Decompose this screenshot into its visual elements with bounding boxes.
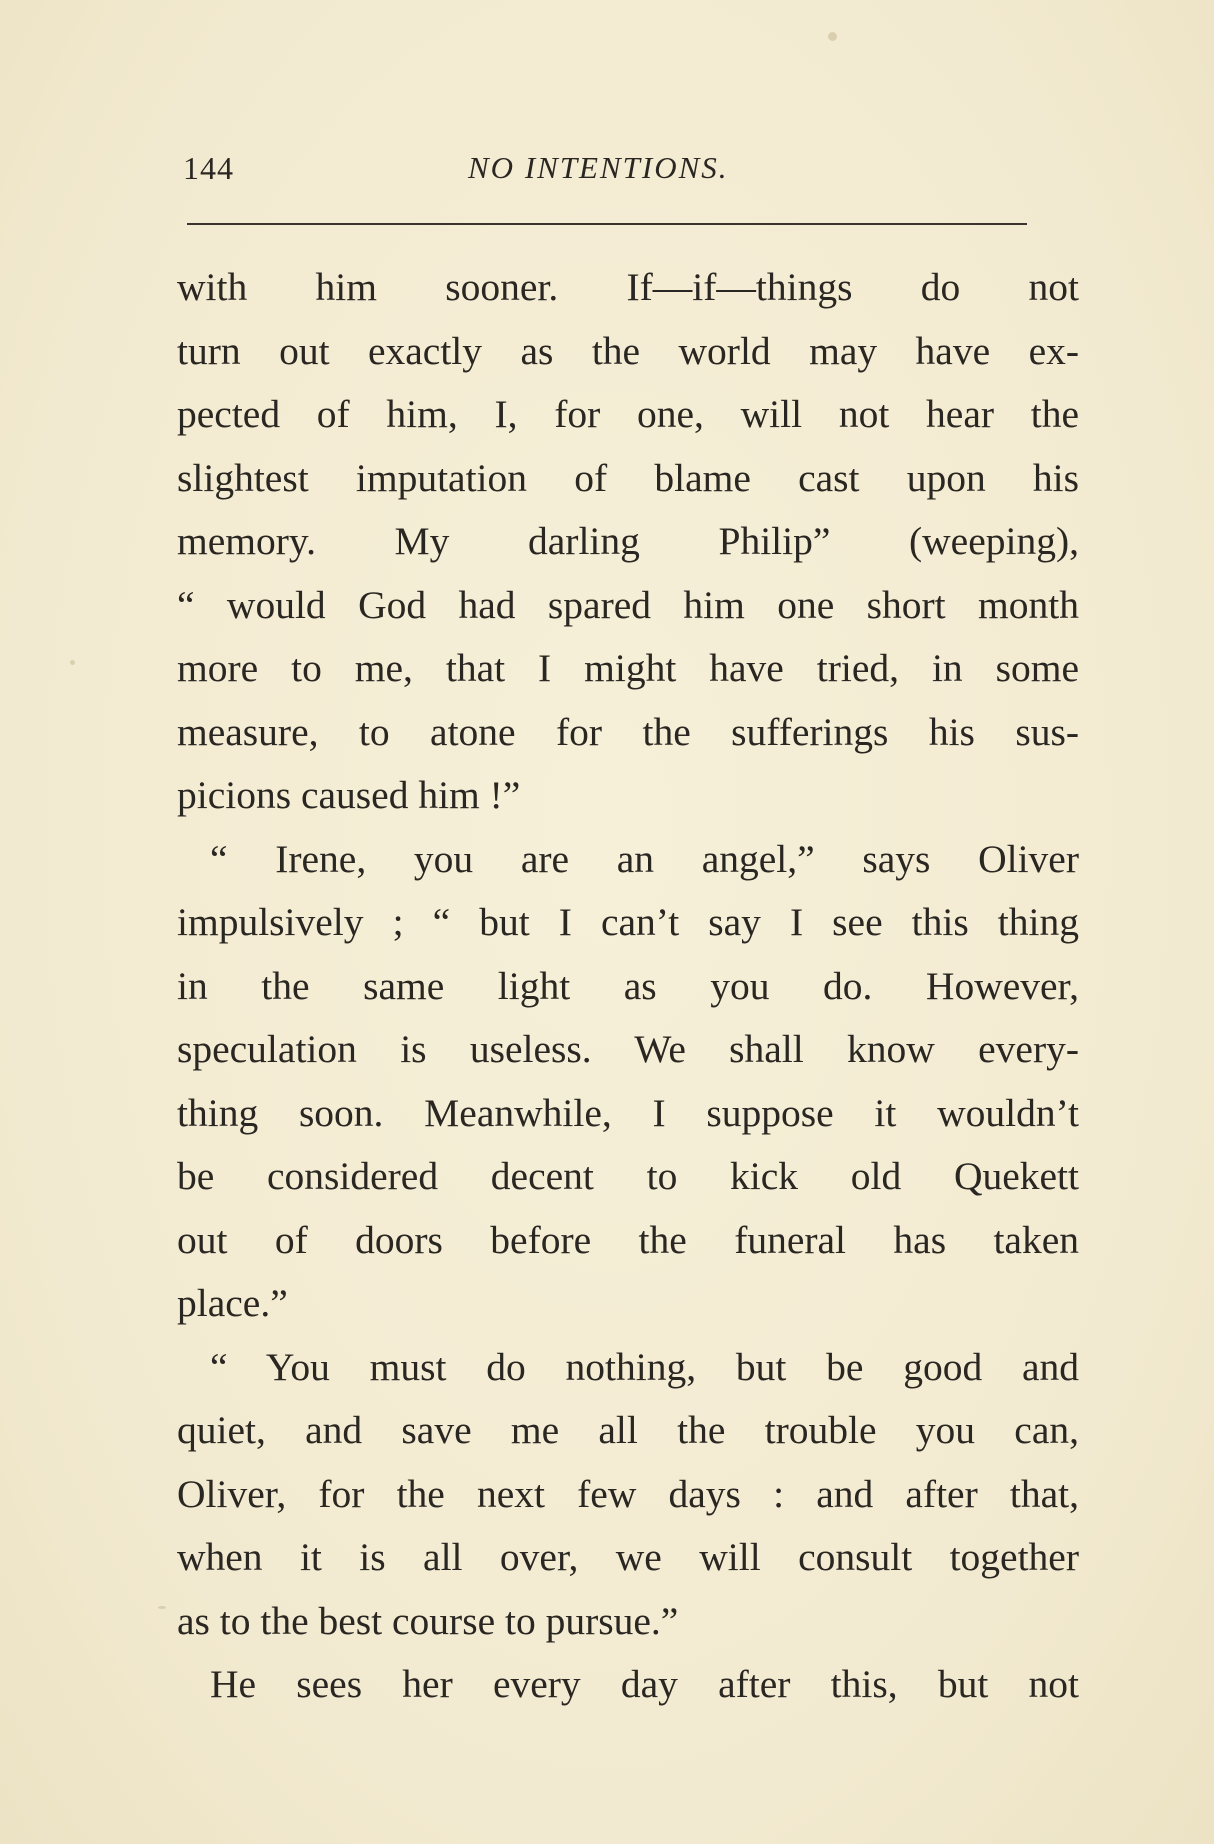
text-line: more to me, that I might have tried, in some <box>177 646 1079 690</box>
text-line: thing soon. Meanwhile, I suppose it wouldn’t <box>177 1090 1079 1135</box>
text-line: when it is all over, we will consult together <box>177 1535 1079 1579</box>
text-line: picions caused him !” <box>177 773 521 817</box>
text-line: Oliver, for the next few days : and after that, <box>177 1471 1079 1516</box>
text-line: with him sooner. If—if—things do not <box>177 265 1079 309</box>
text-line: in the same light as you do. However, <box>177 963 1079 1008</box>
text-line: measure, to atone for the sufferings his sus- <box>177 709 1079 754</box>
text-line: impulsively ; “ but I can’t say I see this thing <box>177 900 1079 944</box>
text-line: “ You must do nothing, but be good and <box>210 1344 1079 1389</box>
text-line: memory. My darling Philip” (weeping), <box>177 519 1079 563</box>
running-title: NO INTENTIONS. <box>468 150 729 185</box>
text-line: place.” <box>177 1281 288 1325</box>
text-line: quiet, and save me all the trouble you can, <box>177 1408 1079 1452</box>
text-line: be considered decent to kick old Quekett <box>177 1154 1079 1198</box>
running-head <box>0 150 1214 198</box>
text-line: speculation is useless. We shall know every- <box>177 1027 1079 1071</box>
paper-speck <box>70 660 75 665</box>
text-line: “ Irene, you are an angel,” says Oliver <box>210 836 1079 881</box>
body-text <box>177 256 1079 1717</box>
text-line: He sees her every day after this, but not <box>210 1662 1079 1706</box>
text-line: slightest imputation of blame cast upon his <box>177 455 1079 500</box>
paper-speck <box>158 1606 166 1609</box>
text-line: “ would God had spared him one short month <box>177 582 1079 627</box>
page-number: 144 <box>183 150 234 186</box>
text-line: pected of him, I, for one, will not hear the <box>177 392 1079 436</box>
text-line: out of doors before the funeral has taken <box>177 1217 1079 1262</box>
text-line: as to the best course to pursue.” <box>177 1598 679 1643</box>
text-line: turn out exactly as the world may have ex- <box>177 328 1079 373</box>
header-rule <box>187 223 1027 225</box>
paper-speck <box>828 32 837 41</box>
